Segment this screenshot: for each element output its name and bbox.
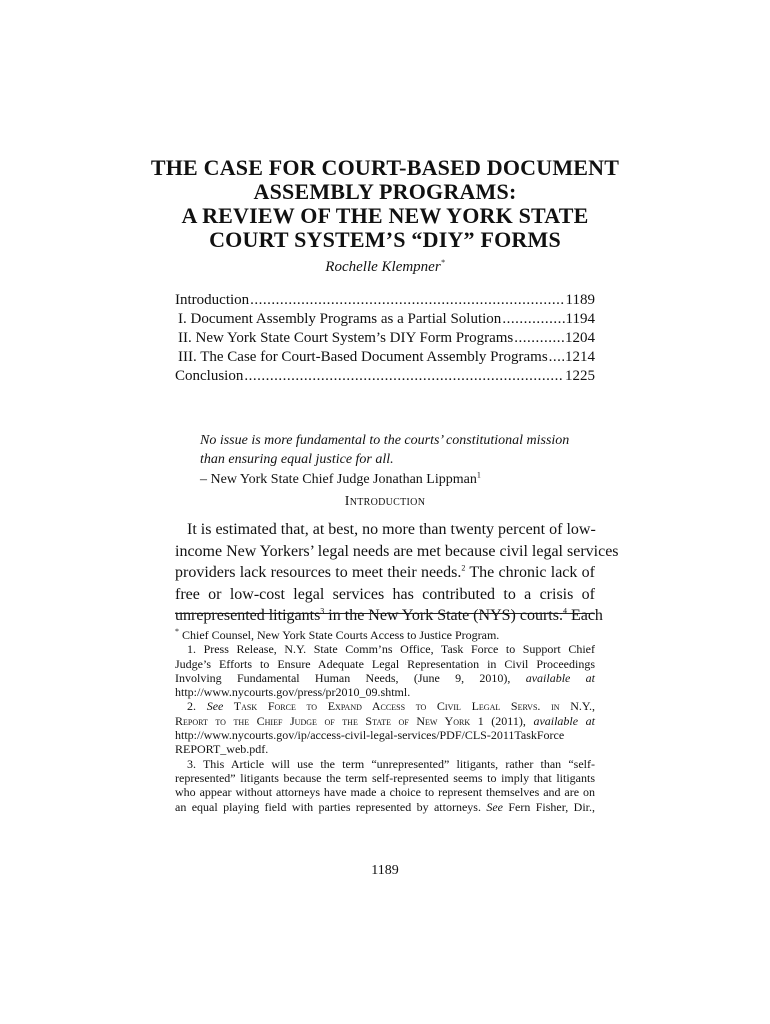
footnote-marker: 4 [562, 606, 567, 616]
toc-leader [502, 311, 564, 328]
body-text: in the New York State (NYS) courts. [324, 607, 563, 624]
body-line: free or low-cost legal services has contributed to a crisis of [175, 585, 595, 603]
body-text: providers lack resources to meet their needs. [175, 564, 462, 581]
toc-label: I. Document Assembly Programs as a Partial Solution [178, 311, 502, 327]
footnote-2-line: REPORT_web.pdf. [175, 742, 269, 757]
body-text: The chronic lack of [465, 564, 595, 581]
footnote-1-line [175, 671, 595, 685]
footnote-1-line: 1. Press Release, N.Y. State Comm’ns Office, Task Force to Support Chief [187, 642, 595, 657]
toc-page: 1194 [565, 311, 595, 327]
footnote-text: Chief Counsel, New York State Courts Access to Justice Program. [182, 628, 500, 642]
toc-label: II. New York State Court System’s DIY Form Programs [178, 330, 514, 346]
footnote-2-line [175, 699, 595, 713]
title-line: THE CASE FOR COURT-BASED DOCUMENT [150, 155, 620, 180]
toc-leader [250, 292, 564, 309]
footnote-smallcaps: Report to the Chief Judge of the State of New York [175, 713, 471, 728]
toc-page: 1189 [565, 292, 595, 308]
toc-row-part-3 [175, 349, 595, 368]
footnote-text: Involving Fundamental Human Needs, (June 9, 2010), [175, 670, 526, 685]
author-footnote-marker: * [440, 258, 445, 267]
epigraph-quote-line: than ensuring equal justice for all. [200, 452, 394, 467]
footnote-2-line [175, 714, 595, 728]
epigraph-quote-line: No issue is more fundamental to the courts’ constitutional mission [200, 433, 570, 448]
toc-row-conclusion [175, 368, 595, 387]
author-name: Rochelle Klempner [325, 259, 441, 275]
footnote-2-line: http://www.nycourts.gov/ip/access-civil-legal-services/PDF/CLS-2011TaskForce [175, 728, 565, 743]
footnote-italic: See [206, 699, 224, 714]
footnote-3-line: who appear without attorneys have made a choice to represent themselves and are on [175, 785, 595, 800]
footnote-marker: 2 [461, 563, 466, 573]
body-paragraph [175, 519, 619, 627]
footnote-star [175, 628, 595, 642]
footnote-1-line: http://www.nycourts.gov/press/pr2010_09.shtml. [175, 685, 411, 700]
footnote-divider [175, 613, 595, 614]
attribution-text: – New York State Chief Judge Jonathan Lippman [200, 472, 477, 487]
footnote-text: an equal playing field with parties represented by attorneys. [175, 799, 487, 814]
body-line: income New Yorkers’ legal needs are met because civil legal services [175, 542, 619, 560]
toc-row-introduction [175, 292, 595, 311]
toc-label: Conclusion [175, 368, 244, 384]
body-line [175, 562, 595, 584]
toc-page: 1204 [565, 330, 595, 346]
body-text: unrepresented litigants [175, 607, 321, 624]
body-line: It is estimated that, at best, no more than twenty percent of low- [187, 521, 596, 538]
author-byline [150, 259, 620, 276]
footnote-italic: available at [533, 713, 596, 728]
toc-leader [514, 330, 564, 347]
footnote-text: 1 (2011), [470, 713, 534, 728]
toc-row-part-2 [175, 330, 595, 349]
footnote-1-line: Judge’s Efforts to Ensure Adequate Legal Representation in Civil Proceedings [175, 656, 595, 671]
title-line: ASSEMBLY PROGRAMS: [253, 179, 517, 204]
epigraph-attribution [200, 470, 580, 489]
title-line: COURT SYSTEM’S “DIY” FORMS [209, 227, 561, 252]
article-title [150, 156, 620, 252]
page-number: 1189 [371, 863, 399, 878]
toc-leader [244, 368, 564, 385]
footnote-italic: See [486, 799, 503, 814]
epigraph [200, 431, 580, 489]
footnote-3-line [175, 800, 595, 814]
section-heading: Introduction [344, 494, 426, 509]
body-text: Each [566, 607, 603, 624]
footnote-text: Fern Fisher, Dir., [503, 799, 595, 814]
toc-label: Introduction [175, 292, 250, 308]
footnote-3-line: represented” litigants because the term self-represented seems to imply that litigants [175, 770, 595, 785]
table-of-contents [175, 292, 595, 387]
toc-page: 1225 [565, 368, 595, 384]
body-line [175, 605, 603, 627]
footnote-marker: 3 [320, 606, 325, 616]
footnote-marker: * [175, 627, 179, 636]
toc-page: 1214 [565, 349, 595, 365]
footnote-marker: 1 [476, 470, 481, 480]
title-line: A REVIEW OF THE NEW YORK STATE [181, 203, 589, 228]
footnote-italic: available at [525, 670, 595, 685]
footnote-text: 2. [187, 699, 207, 714]
toc-row-part-1 [175, 311, 595, 330]
footnote-smallcaps: Task Force to Expand Access to Civil Legal Servs. in N.Y., [223, 699, 595, 714]
footnotes [175, 628, 595, 814]
toc-leader [549, 349, 564, 366]
toc-label: III. The Case for Court-Based Document Assembly Programs [178, 349, 548, 365]
footnote-3-line: 3. This Article will use the term “unrepresented” litigants, rather than “self- [187, 756, 595, 771]
